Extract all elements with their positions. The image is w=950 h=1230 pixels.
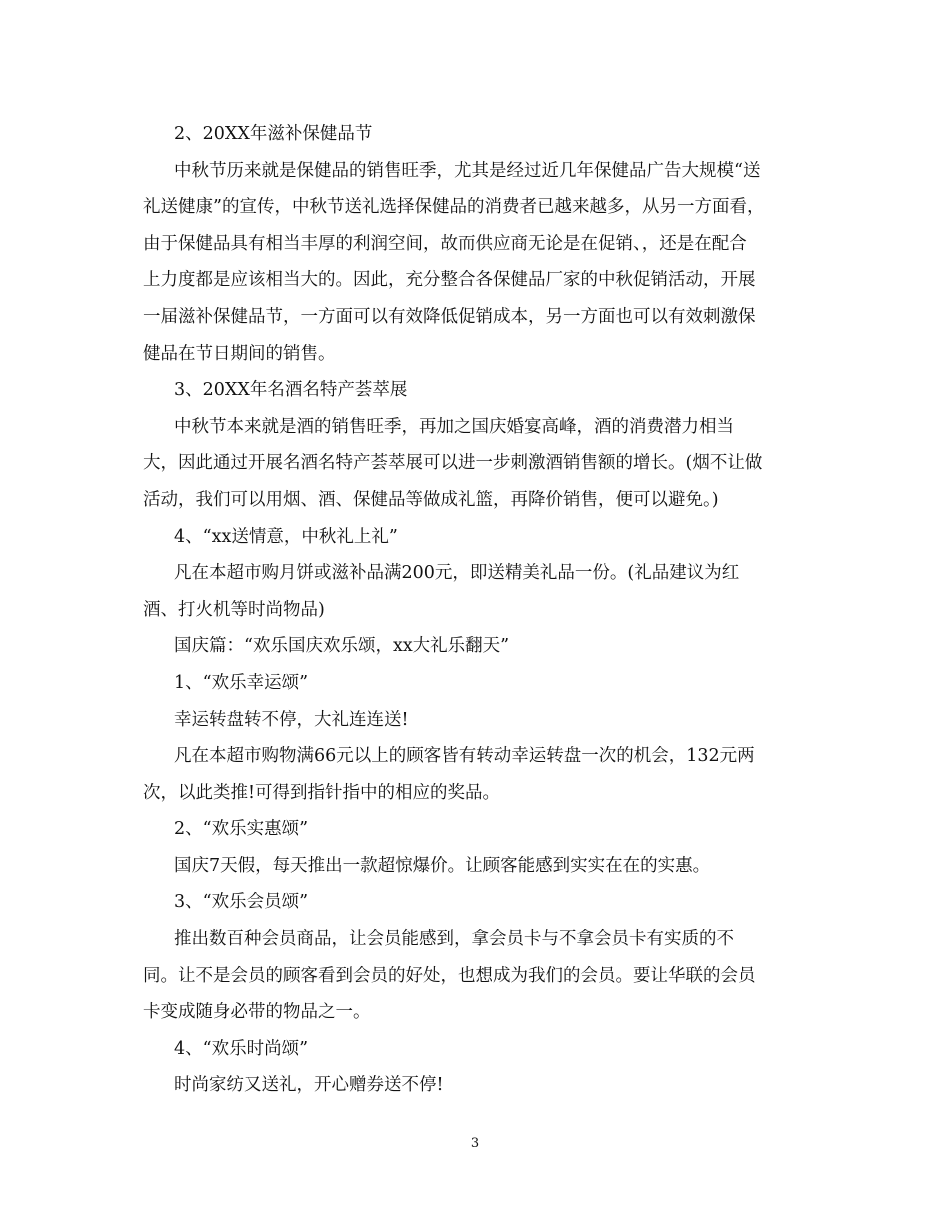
section-heading-lucky: 1、“欢乐幸运颂” xyxy=(174,672,309,693)
section-heading-value: 2、“欢乐实惠颂” xyxy=(174,819,309,840)
paragraph-member-description: 推出数百种会员商品，让会员能感到，拿会员卡与不拿会员卡有实质的不 同。让不是会员的顾客看到会员的好处，也想成为我们的会员。要让华联的会员 卡变成随身必带的物品之一。 xyxy=(143,929,756,1023)
page-number: 3 xyxy=(470,1136,480,1151)
section-heading-national-day: 国庆篇：“欢乐国庆欢乐颂，xx大礼乐翻天” xyxy=(174,636,510,657)
document-body xyxy=(143,116,808,1104)
section-heading-mid-autumn-gift: 4、“xx送情意，中秋礼上礼” xyxy=(174,526,398,547)
paragraph-fashion-description: 时尚家纺又送礼，开心赠券送不停! xyxy=(174,1075,444,1096)
section-heading-health-festival: 2、20XX年滋补保健品节 xyxy=(174,124,373,144)
paragraph-lucky-description: 凡在本超市购物满66元以上的顾客皆有转动幸运转盘一次的机会，132元两 次，以此类推!可得到指针指中的相应的奖品。 xyxy=(143,746,755,803)
paragraph-wine-expo-description: 中秋节本来就是酒的销售旺季，再加之国庆婚宴高峰，酒的消费潜力相当 大，因此通过开展名酒名特产荟萃展可以进一步刺激酒销售额的增长。(烟不让做 活动，我们可以用烟、酒、保健品等做成礼篮，再降价销售，便可以避免。) xyxy=(143,416,763,510)
section-heading-member: 3、“欢乐会员颂” xyxy=(174,892,309,913)
paragraph-lucky-slogan: 幸运转盘转不停，大礼连连送! xyxy=(174,709,409,730)
paragraph-health-festival-description: 中秋节历来就是保健品的销售旺季，尤其是经过近几年保健品广告大规模“送 礼送健康”的宣传，中秋节送礼选择保健品的消费者已越来越多，从另一方面看， 由于保健品具有相当丰厚的利润空间，故而供应商无论是在促销、，还是在配合 上力度都是应该相当大的。因此，充分整合各保健品厂家的中秋促销活动，开展 一届滋补保健品节，一方面可以有效降低促销成本，另一方面也可以有效刺激保 健品在节日期间的销售。 xyxy=(143,160,765,364)
section-heading-wine-expo: 3、20XX年名酒名特产荟萃展 xyxy=(174,380,408,401)
section-heading-fashion: 4、“欢乐时尚颂” xyxy=(174,1038,309,1059)
paragraph-mid-autumn-gift-description: 凡在本超市购月饼或滋补品满200元，即送精美礼品一份。(礼品建议为红 酒、打火机等时尚物品) xyxy=(143,563,740,620)
paragraph-value-description: 国庆7天假，每天推出一款超惊爆价。让顾客能感到实实在在的实惠。 xyxy=(174,855,711,876)
